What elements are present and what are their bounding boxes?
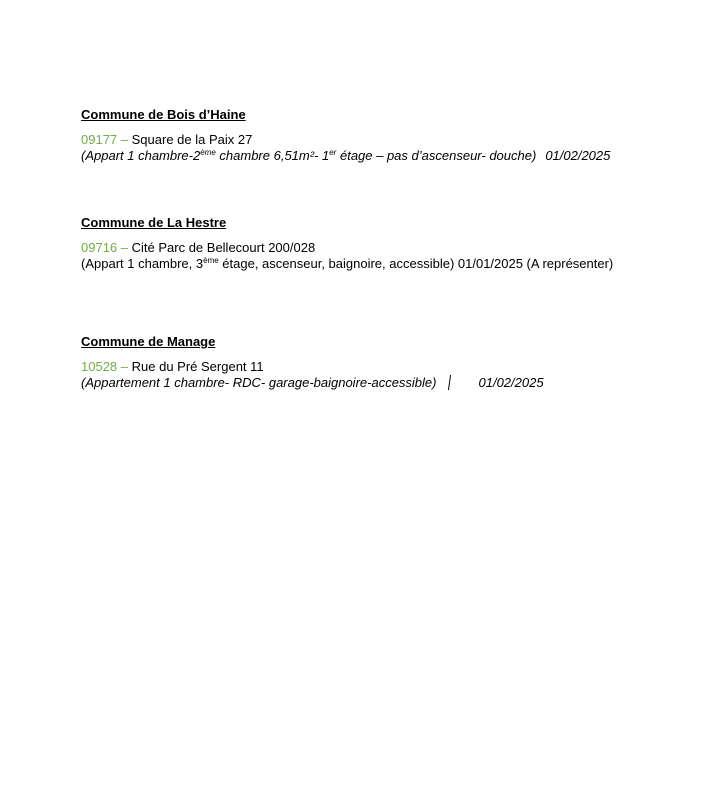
detail-sup: ème [203, 256, 219, 265]
detail-part: étage, ascenseur, baignoire, accessible) 01/01/2025 (A représenter) [218, 256, 614, 271]
commune-heading: Commune de La Hestre [81, 215, 227, 230]
listing-bois-dhaine [81, 107, 681, 164]
availability-date: 01/02/2025 [478, 375, 544, 390]
reference-number: 09716 – [81, 240, 132, 255]
reference-number: 10528 – [81, 359, 132, 374]
detail-part: (Appartement 1 chambre- RDC- garage-baignoire-accessible) [81, 375, 437, 390]
detail-part: (Appart 1 chambre-2 [81, 148, 201, 163]
commune-heading: Commune de Bois d’Haine [81, 107, 246, 122]
address-line [81, 240, 681, 256]
detail-sup: ème [200, 148, 216, 157]
detail-line [81, 148, 681, 164]
detail-part: chambre 6,51m²- 1 [215, 148, 330, 163]
detail-line [81, 375, 681, 391]
address-line [81, 132, 681, 148]
listing-manage [81, 334, 681, 391]
listing-la-hestre [81, 215, 681, 272]
detail-line [81, 256, 681, 272]
availability-date: 01/02/2025 [545, 148, 611, 163]
commune-heading: Commune de Manage [81, 334, 216, 349]
reference-number: 09177 – [81, 132, 132, 147]
detail-part: étage – pas d’ascenseur- douche) [336, 148, 537, 163]
address-text: Square de la Paix 27 [131, 132, 253, 147]
text-cursor-bar [447, 375, 450, 390]
detail-part: (Appart 1 chambre, 3 [81, 256, 204, 271]
address-line [81, 359, 681, 375]
address-text: Cité Parc de Bellecourt 200/028 [131, 240, 316, 255]
detail-sup: er [329, 148, 337, 157]
address-text: Rue du Pré Sergent 11 [131, 359, 264, 374]
